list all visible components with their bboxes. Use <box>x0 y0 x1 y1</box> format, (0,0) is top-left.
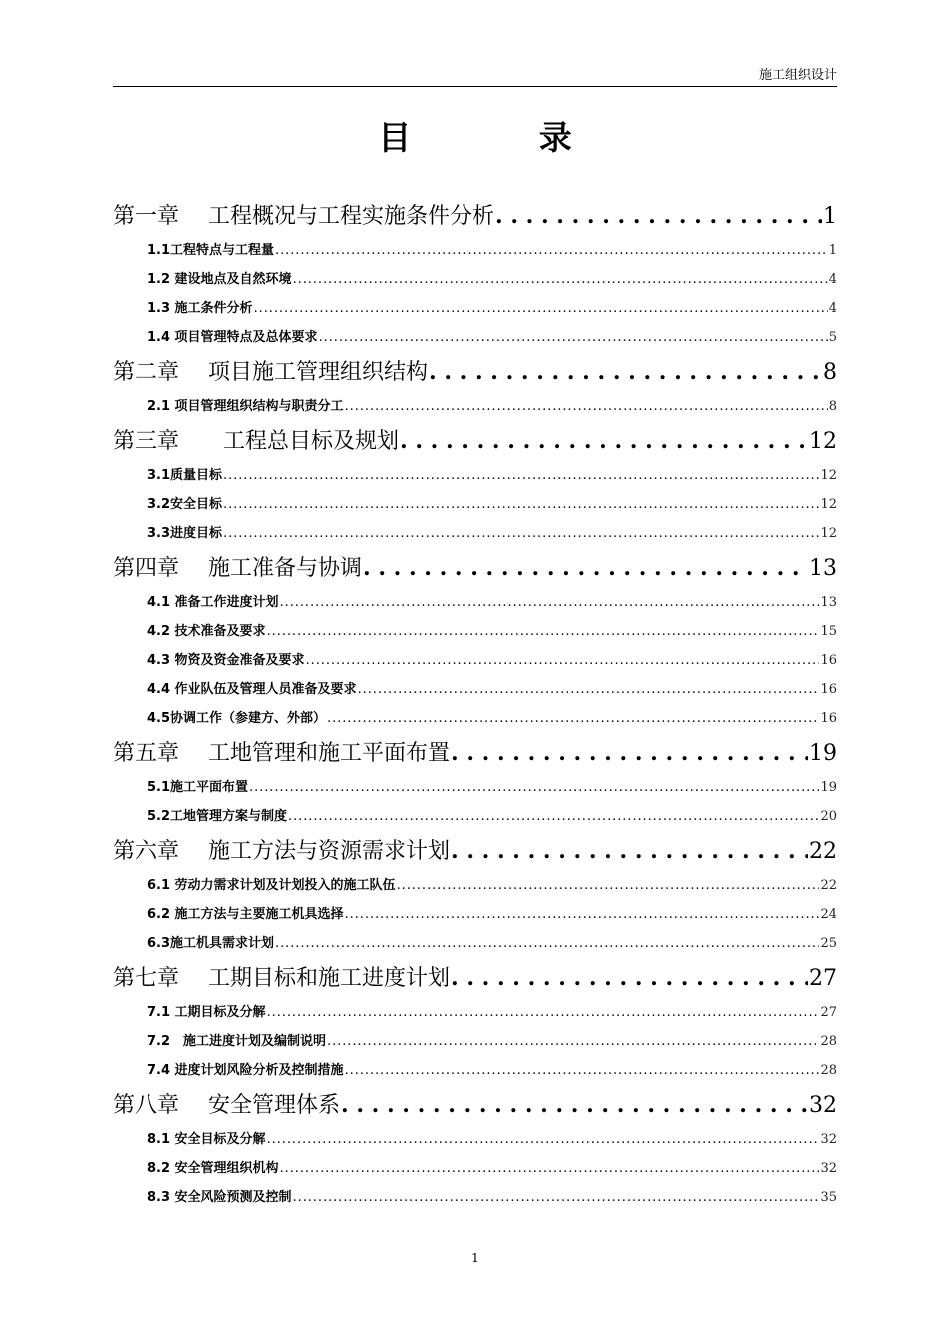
toc-entry-label: 3.2安全目标 <box>147 497 223 512</box>
toc-section-entry[interactable] <box>113 675 837 704</box>
toc-entry-label: 6.3施工机具需求计划 <box>147 936 275 951</box>
toc-section-entry[interactable] <box>113 519 837 548</box>
toc-entry-label: 6.2 施工方法与主要施工机具选择 <box>147 907 344 922</box>
toc-leader-dots <box>327 704 819 733</box>
toc-page-number: 20 <box>820 809 837 824</box>
page-header <box>113 66 837 87</box>
toc-page-number: 15 <box>820 624 837 639</box>
toc-page-number: 24 <box>820 907 837 922</box>
toc-page-number: 16 <box>820 711 837 726</box>
toc-section-entry[interactable] <box>113 1154 837 1183</box>
toc-page-number: 1 <box>823 204 837 229</box>
toc-page-number: 12 <box>820 497 837 512</box>
toc-entry-label: 8.1 安全目标及分解 <box>147 1132 266 1147</box>
toc-section-entry[interactable] <box>113 1183 837 1212</box>
toc-page-number: 25 <box>820 936 837 951</box>
toc-page-number: 32 <box>809 1093 837 1118</box>
toc-leader-dots <box>275 236 828 265</box>
toc-entry-label: 第七章 工期目标和施工进度计划 <box>113 966 450 991</box>
toc-entry-label: 1.1工程特点与工程量 <box>147 243 275 258</box>
toc-leader-dots <box>254 294 828 323</box>
toc-leader-dots <box>495 196 822 236</box>
toc-entry-label: 4.5协调工作（参建方、外部） <box>147 711 327 726</box>
toc-section-entry[interactable] <box>113 1027 837 1056</box>
toc-leader-dots <box>341 1085 808 1125</box>
toc-leader-dots <box>267 998 820 1027</box>
toc-page-number: 4 <box>828 301 837 316</box>
toc-entry-label: 第四章 施工准备与协调 <box>113 556 362 581</box>
toc-page-number: 28 <box>820 1063 837 1078</box>
toc-chapter-entry[interactable] <box>113 352 837 392</box>
toc-entry-label: 第一章 工程概况与工程实施条件分析 <box>113 204 494 229</box>
table-of-contents <box>113 196 837 1212</box>
toc-section-entry[interactable] <box>113 1056 837 1085</box>
toc-entry-label: 8.2 安全管理组织机构 <box>147 1161 279 1176</box>
toc-page-number: 35 <box>820 1190 837 1205</box>
toc-leader-dots <box>223 519 819 548</box>
toc-entry-label: 1.3 施工条件分析 <box>147 301 253 316</box>
toc-entry-label: 7.2 施工进度计划及编制说明 <box>147 1034 327 1049</box>
toc-section-entry[interactable] <box>113 998 837 1027</box>
toc-chapter-entry[interactable] <box>113 1085 837 1125</box>
toc-section-entry[interactable] <box>113 294 837 323</box>
toc-leader-dots <box>223 461 819 490</box>
toc-page-number: 12 <box>809 429 837 454</box>
toc-leader-dots <box>223 490 819 519</box>
toc-section-entry[interactable] <box>113 588 837 617</box>
toc-page-number: 12 <box>820 468 837 483</box>
toc-leader-dots <box>319 323 828 352</box>
toc-leader-dots <box>345 392 828 421</box>
toc-entry-label: 第五章 工地管理和施工平面布置 <box>113 741 450 766</box>
toc-page-number: 8 <box>823 360 837 385</box>
toc-entry-label: 1.2 建设地点及自然环境 <box>147 272 292 287</box>
toc-section-entry[interactable] <box>113 392 837 421</box>
toc-leader-dots <box>249 773 819 802</box>
toc-leader-dots <box>275 929 819 958</box>
toc-leader-dots <box>345 1056 820 1085</box>
toc-leader-dots <box>429 352 822 392</box>
toc-section-entry[interactable] <box>113 461 837 490</box>
toc-page-number: 28 <box>820 1034 837 1049</box>
toc-page-number: 4 <box>828 272 837 287</box>
toc-section-entry[interactable] <box>113 900 837 929</box>
toc-entry-label: 4.4 作业队伍及管理人员准备及要求 <box>147 682 357 697</box>
toc-leader-dots <box>451 958 808 998</box>
toc-leader-dots <box>280 1154 820 1183</box>
toc-section-entry[interactable] <box>113 1125 837 1154</box>
toc-section-entry[interactable] <box>113 802 837 831</box>
toc-page-number: 16 <box>820 653 837 668</box>
header-title: 施工组织设计 <box>758 68 837 83</box>
toc-entry-label: 2.1 项目管理组织结构与职责分工 <box>147 399 344 414</box>
toc-page-number: 5 <box>828 330 837 345</box>
toc-page-number: 27 <box>809 966 837 991</box>
toc-leader-dots <box>267 1125 820 1154</box>
toc-entry-label: 4.1 准备工作进度计划 <box>147 595 279 610</box>
toc-page-number: 32 <box>820 1161 837 1176</box>
toc-page-number: 19 <box>820 780 837 795</box>
toc-chapter-entry[interactable] <box>113 548 837 588</box>
toc-page-number: 8 <box>828 399 837 414</box>
toc-entry-label: 第二章 项目施工管理组织结构 <box>113 360 428 385</box>
toc-page-number: 13 <box>820 595 837 610</box>
toc-leader-dots <box>293 1183 820 1212</box>
toc-entry-label: 第八章 安全管理体系 <box>113 1093 340 1118</box>
toc-entry-label: 5.1施工平面布置 <box>147 780 249 795</box>
toc-leader-dots <box>293 265 828 294</box>
toc-leader-dots <box>288 802 819 831</box>
toc-section-entry[interactable] <box>113 929 837 958</box>
toc-entry-label: 6.1 劳动力需求计划及计划投入的施工队伍 <box>147 878 396 893</box>
toc-entry-label: 4.3 物资及资金准备及要求 <box>147 653 305 668</box>
toc-entry-label: 第三章 工程总目标及规划 <box>113 429 400 454</box>
toc-page-number: 22 <box>820 878 837 893</box>
toc-entry-label: 8.3 安全风险预测及控制 <box>147 1190 292 1205</box>
toc-section-entry[interactable] <box>113 646 837 675</box>
toc-chapter-entry[interactable] <box>113 831 837 871</box>
toc-leader-dots <box>397 871 820 900</box>
toc-section-entry[interactable] <box>113 490 837 519</box>
toc-leader-dots <box>451 831 808 871</box>
toc-leader-dots <box>327 1027 819 1056</box>
toc-entry-label: 7.1 工期目标及分解 <box>147 1005 266 1020</box>
toc-section-entry[interactable] <box>113 871 837 900</box>
toc-page-number: 1 <box>828 243 837 258</box>
toc-leader-dots <box>267 617 820 646</box>
toc-page-number: 16 <box>820 682 837 697</box>
toc-leader-dots <box>400 421 808 461</box>
toc-leader-dots <box>358 675 820 704</box>
toc-entry-label: 7.4 进度计划风险分析及控制措施 <box>147 1063 344 1078</box>
page-number: 1 <box>471 1251 479 1265</box>
toc-page-number: 22 <box>809 839 837 864</box>
toc-leader-dots <box>345 900 820 929</box>
toc-entry-label: 第六章 施工方法与资源需求计划 <box>113 839 450 864</box>
toc-section-entry[interactable] <box>113 773 837 802</box>
toc-page-number: 32 <box>820 1132 837 1147</box>
toc-chapter-entry[interactable] <box>113 421 837 461</box>
toc-leader-dots <box>451 733 808 773</box>
toc-entry-label: 3.1质量目标 <box>147 468 223 483</box>
toc-page-number: 12 <box>820 526 837 541</box>
toc-page-number: 27 <box>820 1005 837 1020</box>
toc-chapter-entry[interactable] <box>113 958 837 998</box>
toc-entry-label: 4.2 技术准备及要求 <box>147 624 266 639</box>
toc-leader-dots <box>280 588 820 617</box>
toc-section-entry[interactable] <box>113 704 837 733</box>
toc-chapter-entry[interactable] <box>113 733 837 773</box>
toc-page-number: 13 <box>809 556 837 581</box>
toc-chapter-entry[interactable] <box>113 196 837 236</box>
toc-section-entry[interactable] <box>113 617 837 646</box>
toc-section-entry[interactable] <box>113 265 837 294</box>
page-title: 目 录 <box>378 118 630 157</box>
toc-page-number: 19 <box>809 741 837 766</box>
toc-section-entry[interactable] <box>113 236 837 265</box>
toc-entry-label: 3.3进度目标 <box>147 526 223 541</box>
toc-entry-label: 5.2工地管理方案与制度 <box>147 809 288 824</box>
toc-leader-dots <box>306 646 820 675</box>
toc-leader-dots <box>363 548 808 588</box>
toc-entry-label: 1.4 项目管理特点及总体要求 <box>147 330 318 345</box>
toc-section-entry[interactable] <box>113 323 837 352</box>
